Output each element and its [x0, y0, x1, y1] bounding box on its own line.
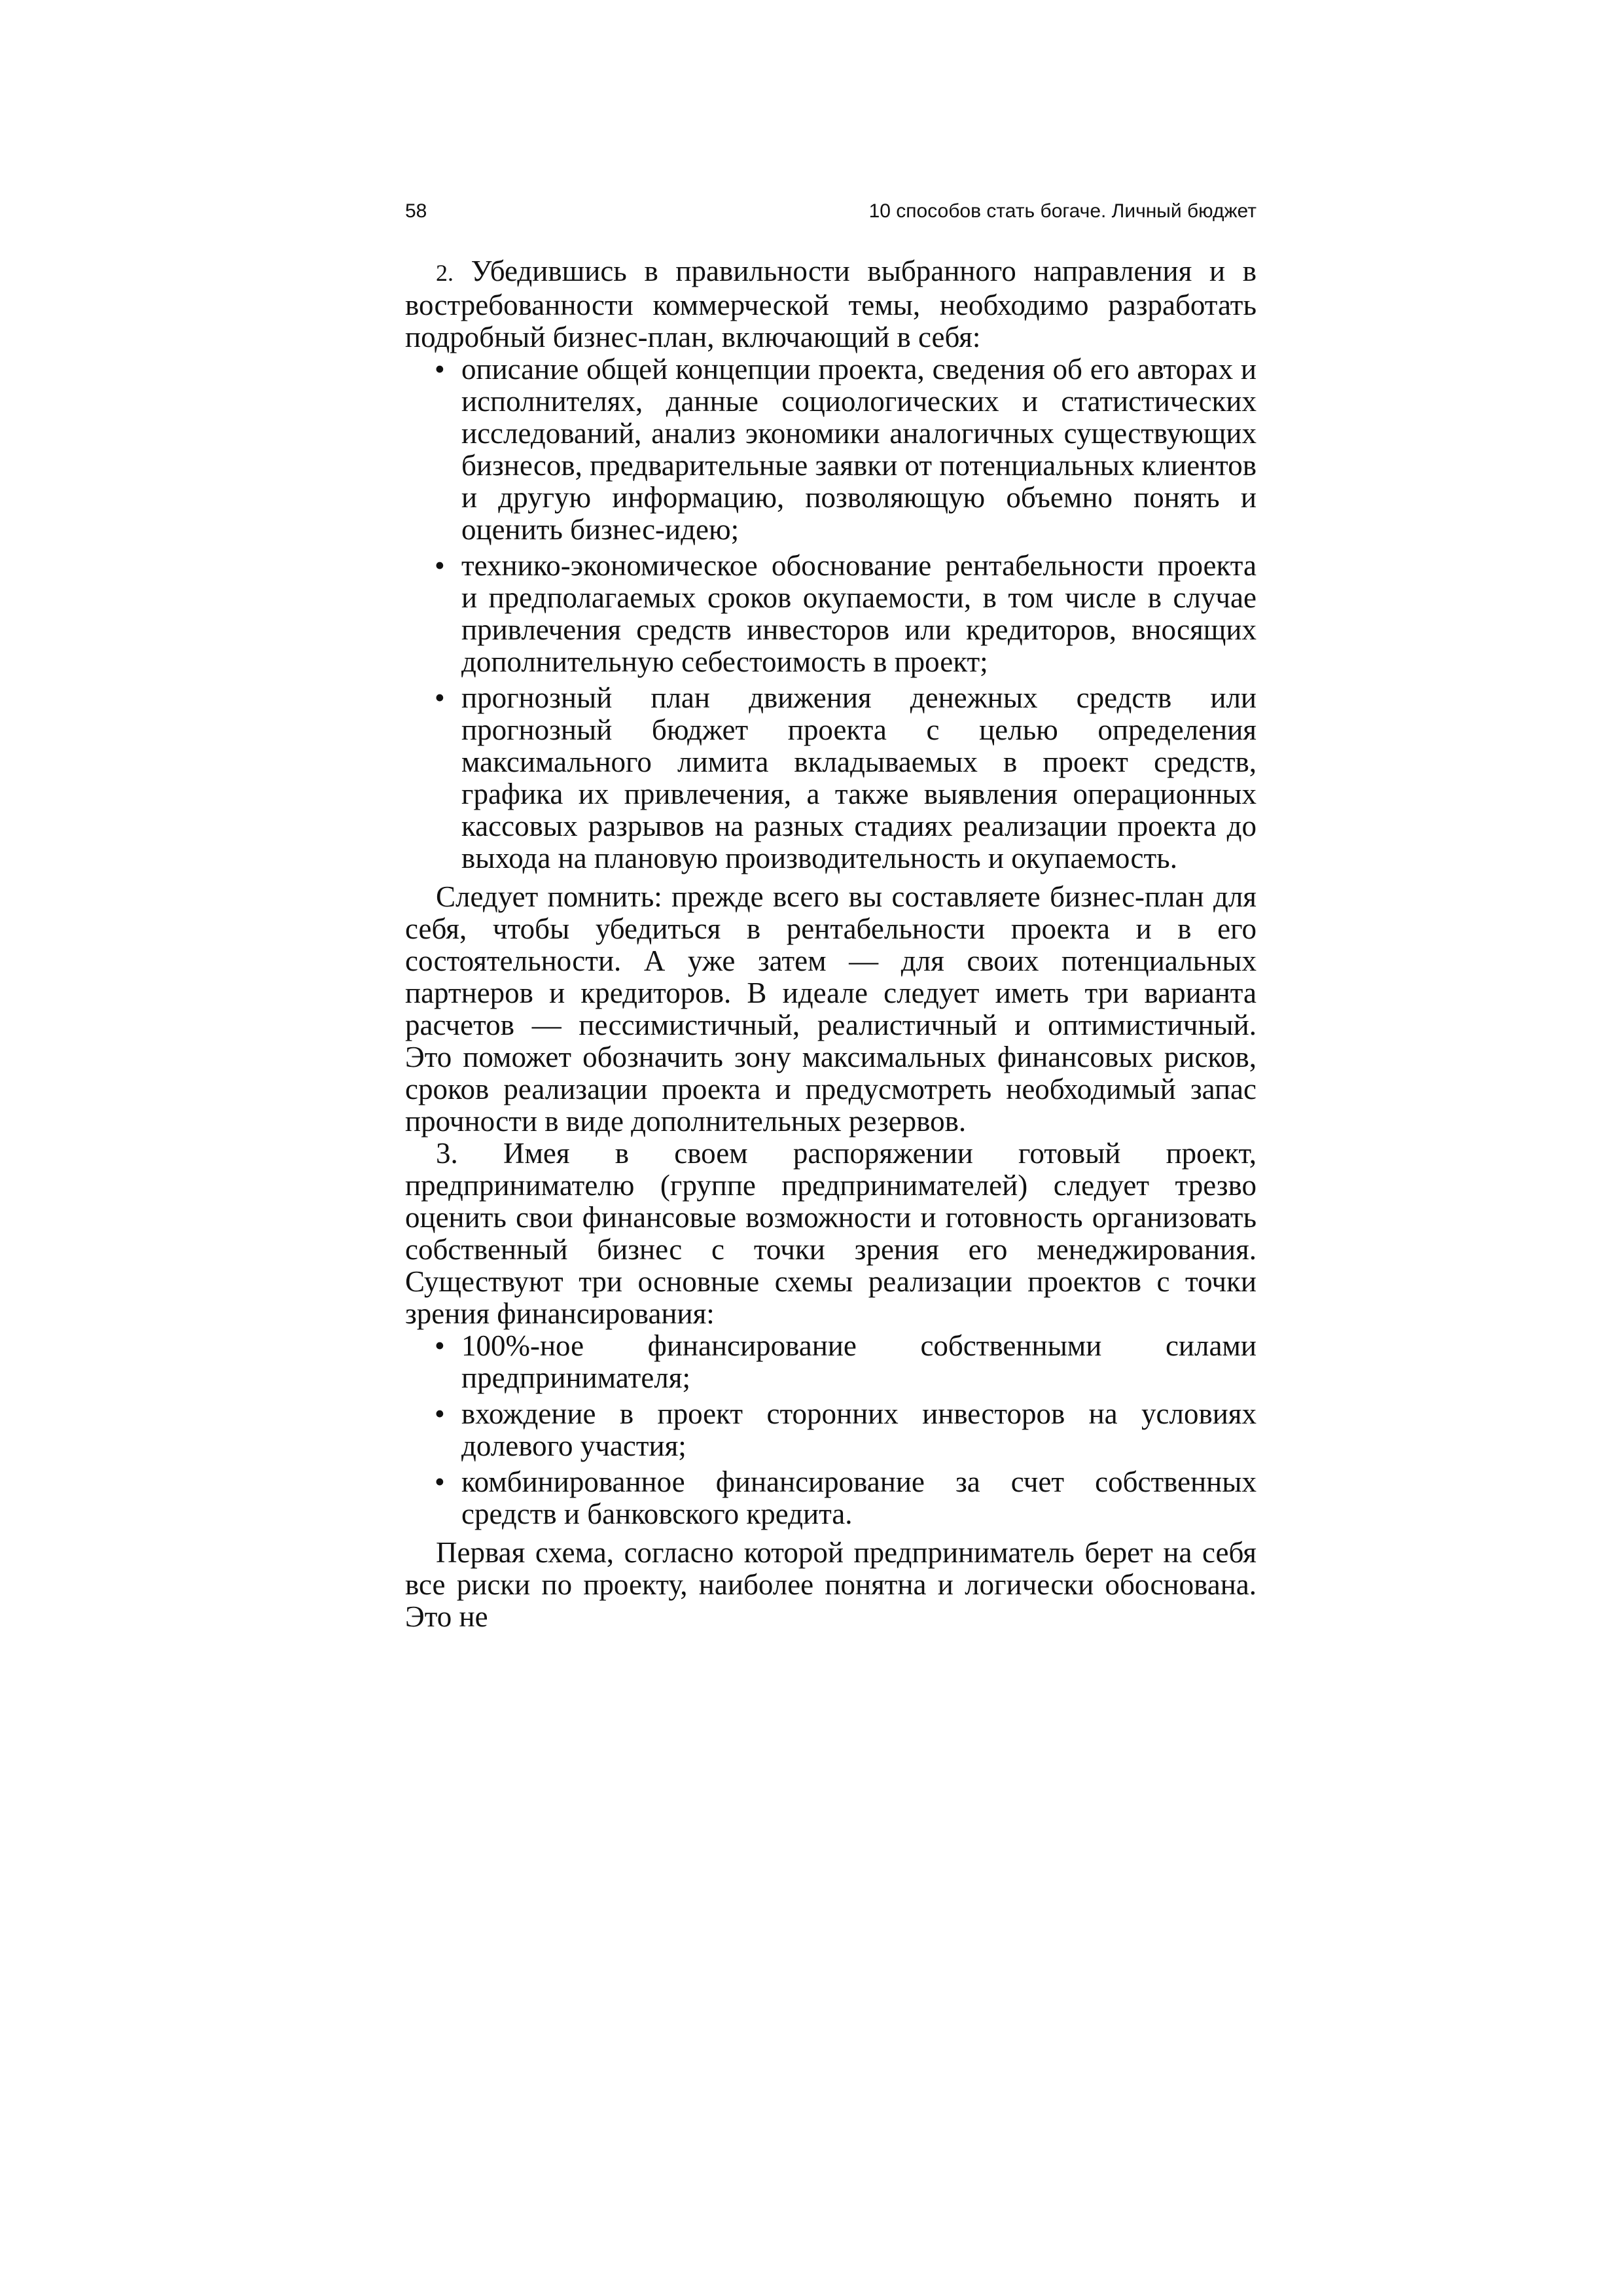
list-item: [435, 1465, 1257, 1530]
list-item-text: 100%-ное финансирование собственными силами предпринимателя;: [461, 1329, 1257, 1394]
item-text: Имея в своем распоряжении готовый проект, предпринимателю (группе предпринимателей) следует трезво оценить свои финансовые возможности и готовность организовать собственный бизнес с точки зрения его менеджирования. Существуют три основные схемы реализации проектов с точки зрения финансирования:: [405, 1137, 1257, 1330]
item-text: Убедившись в правильности выбранного направления и в востребованности коммерческой темы, необходимо разработать подробный бизнес-план, включающий в себя:: [405, 255, 1257, 353]
item-number: 2.: [436, 260, 454, 286]
bullet-icon: •: [435, 1397, 445, 1430]
list-item-text: описание общей концепции проекта, сведения об его авторах и исполнителях, данные социологических и статистических исследований, анализ экономики аналогичных существующих бизнесов, предварительные заявки от потенциальных клиентов и другую информацию, позволяющую объемно понять и оценить бизнес-идею;: [461, 353, 1257, 546]
paragraph-item-2: [405, 255, 1257, 353]
list-item-text: технико-экономическое обоснование рентабельности проекта и предполагаемых сроков окупаемости, в том числе в случае привлечения средств инвесторов или кредиторов, вносящих дополнительную себестоимость в проект;: [461, 549, 1257, 678]
running-header: [405, 197, 1257, 226]
list-item: [435, 1329, 1257, 1394]
bullet-icon: •: [435, 681, 445, 714]
list-item-text: вхождение в проект сторонних инвесторов на условиях долевого участия;: [461, 1397, 1257, 1462]
bullet-icon: •: [435, 549, 445, 582]
list-item: [435, 681, 1257, 874]
list-item-text: комбинированное финансирование за счет собственных средств и банковского кредита.: [461, 1465, 1257, 1530]
list-item: [435, 549, 1257, 678]
paragraph-remember: Следует помнить: прежде всего вы составляете бизнес-план для себя, чтобы убедиться в рентабельности проекта и в его состоятельности. А уже затем — для своих потенциальных партнеров и кредиторов. В идеале следует иметь три варианта расчетов — пессимистичный, реалистичный и оптимистичный. Это поможет обозначить зону максимальных финансовых рисков, сроков реализации проекта и предусмотреть необходимый запас прочности в виде дополнительных резервов.: [405, 880, 1257, 1138]
paragraph-first-scheme: Первая схема, согласно которой предприниматель берет на себя все риски по проекту, наиболее понятна и логически обоснована. Это не: [405, 1536, 1257, 1633]
main-text: [405, 255, 1257, 1633]
bullet-list-financing-schemes: [405, 1330, 1257, 1530]
list-item: [435, 353, 1257, 546]
list-item-text: прогнозный план движения денежных средств или прогнозный бюджет проекта с целью определения максимального лимита вкладываемых в проект средств, графика их привлечения, а также выявления операционных кассовых разрывов на разных стадиях реализации проекта до выхода на плановую производительность и окупаемость.: [461, 681, 1257, 874]
bullet-icon: •: [435, 1465, 445, 1498]
list-item: [435, 1397, 1257, 1462]
page-number: 58: [405, 200, 427, 222]
bullet-icon: •: [435, 1329, 445, 1362]
item-number: 3.: [436, 1137, 458, 1170]
book-title: 10 способов стать богаче. Личный бюджет: [868, 200, 1257, 222]
paragraph-item-3: [405, 1138, 1257, 1330]
bullet-list-business-plan: [405, 353, 1257, 874]
bullet-icon: •: [435, 353, 445, 386]
